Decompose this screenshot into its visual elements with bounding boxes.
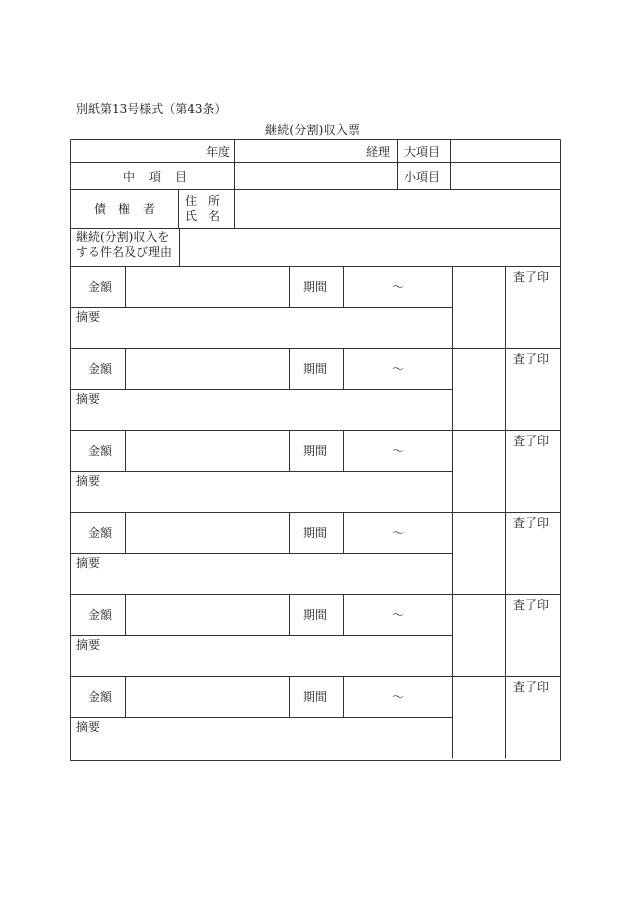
seal-label: 査了印 xyxy=(513,434,550,448)
major-item-label: 大項目 xyxy=(404,145,441,159)
form-title: 継続(分割)収入票 xyxy=(265,123,361,137)
middle-item-char-2: 項 xyxy=(149,170,162,184)
period-tilde: ～ xyxy=(392,444,405,458)
summary-label: 摘要 xyxy=(76,556,101,570)
summary-label: 摘要 xyxy=(76,310,101,324)
address-char-2: 所 xyxy=(208,194,221,208)
reason-label-line-1: 継続(分割)収入を xyxy=(76,230,170,244)
period-label: 期間 xyxy=(303,690,328,704)
period-label: 期間 xyxy=(303,280,328,294)
seal-label: 査了印 xyxy=(513,598,550,612)
amount-label: 金額 xyxy=(88,608,113,622)
seal-label: 査了印 xyxy=(513,516,550,530)
middle-item-char-1: 中 xyxy=(123,170,136,184)
creditor-char-1: 債 xyxy=(94,202,107,216)
summary-label: 摘要 xyxy=(76,720,101,734)
minor-item-label: 小項目 xyxy=(404,170,441,184)
income-slip-table xyxy=(70,139,561,761)
year-label: 年度 xyxy=(206,145,231,159)
name-char-1: 氏 xyxy=(185,209,198,223)
summary-label: 摘要 xyxy=(76,638,101,652)
period-tilde: ～ xyxy=(392,362,405,376)
name-char-2: 名 xyxy=(208,209,221,223)
account-label: 経理 xyxy=(366,145,391,159)
reason-label-line-2: する件名及び理由 xyxy=(76,245,173,259)
seal-label: 査了印 xyxy=(513,680,550,694)
seal-label: 査了印 xyxy=(513,270,550,284)
period-tilde: ～ xyxy=(392,690,405,704)
period-label: 期間 xyxy=(303,526,328,540)
address-char-1: 住 xyxy=(185,194,198,208)
period-label: 期間 xyxy=(303,362,328,376)
period-label: 期間 xyxy=(303,608,328,622)
period-tilde: ～ xyxy=(392,526,405,540)
middle-item-char-3: 目 xyxy=(175,170,188,184)
summary-label: 摘要 xyxy=(76,474,101,488)
period-label: 期間 xyxy=(303,444,328,458)
amount-label: 金額 xyxy=(88,444,113,458)
amount-label: 金額 xyxy=(88,280,113,294)
creditor-char-2: 権 xyxy=(118,202,131,216)
amount-label: 金額 xyxy=(88,362,113,376)
period-tilde: ～ xyxy=(392,280,405,294)
seal-label: 査了印 xyxy=(513,352,550,366)
creditor-char-3: 者 xyxy=(143,202,156,216)
amount-label: 金額 xyxy=(88,690,113,704)
form-number-label: 別紙第13号様式（第43条） xyxy=(76,102,227,116)
summary-label: 摘要 xyxy=(76,392,101,406)
amount-label: 金額 xyxy=(88,526,113,540)
period-tilde: ～ xyxy=(392,608,405,622)
